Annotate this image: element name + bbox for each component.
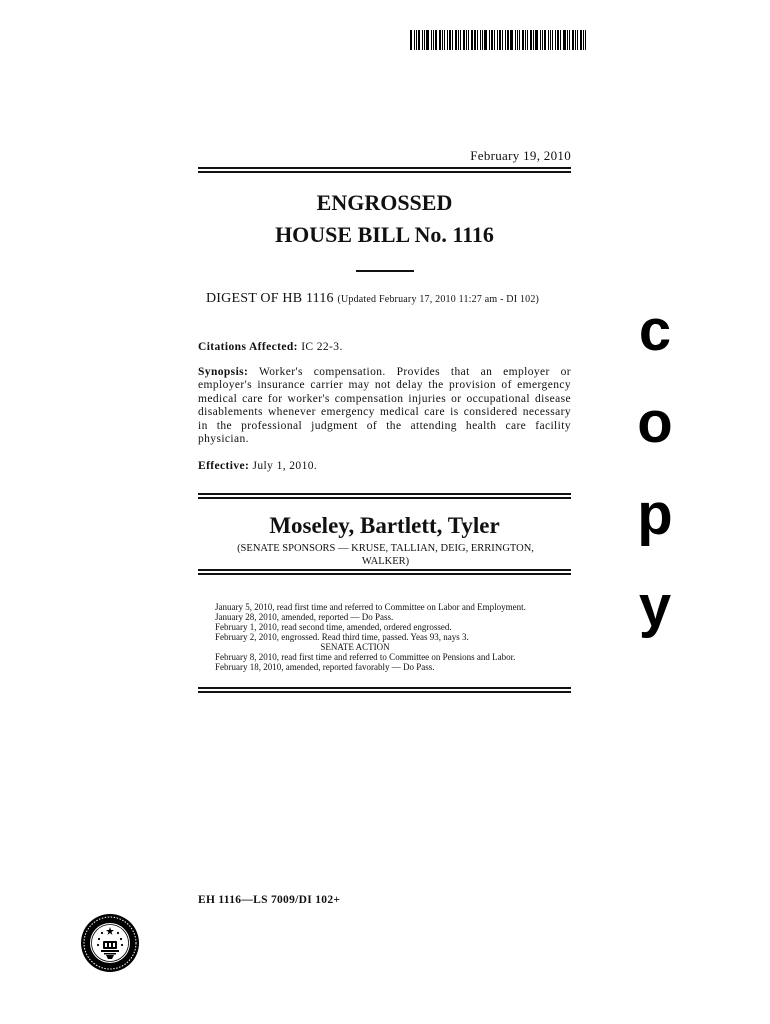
synopsis-label: Synopsis: <box>198 366 249 378</box>
copy-stamp-letter: p <box>637 482 673 547</box>
effective-date <box>198 460 571 473</box>
citations-value: IC 22-3. <box>301 341 343 353</box>
actions-rule <box>198 687 571 693</box>
senate-action-line: February 18, 2010, amended, reported favorably — Do Pass. <box>215 662 435 672</box>
citations-affected <box>198 341 571 354</box>
senate-sponsors: (SENATE SPONSORS — KRUSE, TALLIAN, DEIG, ERRINGTON, WALKER) <box>237 543 534 567</box>
house-action-line: February 1, 2010, read second time, amended, ordered engrossed. <box>215 622 452 632</box>
house-sponsors: Moseley, Bartlett, Tyler <box>269 513 500 538</box>
citations-label: Citations Affected: <box>198 341 298 353</box>
copy-stamp-letter: y <box>638 574 672 639</box>
copy-stamp <box>630 285 680 653</box>
senate-action-line: February 8, 2010, read first time and referred to Committee on Pensions and Labor. <box>215 652 516 662</box>
house-action-line: January 5, 2010, read first time and referred to Committee on Labor and Employment. <box>215 602 526 612</box>
synopsis <box>198 366 571 446</box>
bill-title-line1: ENGROSSED <box>316 190 453 215</box>
digest-label: DIGEST OF HB 1116 <box>206 291 334 306</box>
senate-action-heading: SENATE ACTION <box>320 642 390 652</box>
bill-title-line2: HOUSE BILL No. 1116 <box>275 222 494 247</box>
synopsis-text: Worker's compensation. Provides that an employer or employer's insurance carrier may not delay the provision of emergency medical care for worker's compensation injuries or occupational disease disablements whenever emergency medical care is considered necessary in the professional judgment of the attending health care facility physician. <box>198 366 571 446</box>
copy-stamp-letter: o <box>637 390 673 455</box>
bill-code: EH 1116—LS 7009/DI 102+ <box>198 894 341 906</box>
bill-title <box>198 187 571 251</box>
document-date: February 19, 2010 <box>470 148 571 163</box>
copy-stamp-letter: c <box>638 298 672 363</box>
sponsor-rule-top <box>198 493 571 499</box>
sponsor-rule-bottom <box>198 569 571 575</box>
state-seal-icon <box>80 913 140 973</box>
barcode-icon <box>410 30 588 50</box>
effective-label: Effective: <box>198 460 250 472</box>
title-divider <box>356 270 414 272</box>
house-action-line: January 28, 2010, amended, reported — Do Pass. <box>215 612 394 622</box>
digest-heading <box>206 291 571 307</box>
digest-updated: (Updated February 17, 2010 11:27 am - DI 102) <box>337 294 540 305</box>
effective-value: July 1, 2010. <box>252 460 318 472</box>
header-rule <box>198 167 571 173</box>
legislative-actions <box>215 602 571 672</box>
house-action-line: February 2, 2010, engrossed. Read third time, passed. Yeas 93, nays 3. <box>215 632 469 642</box>
